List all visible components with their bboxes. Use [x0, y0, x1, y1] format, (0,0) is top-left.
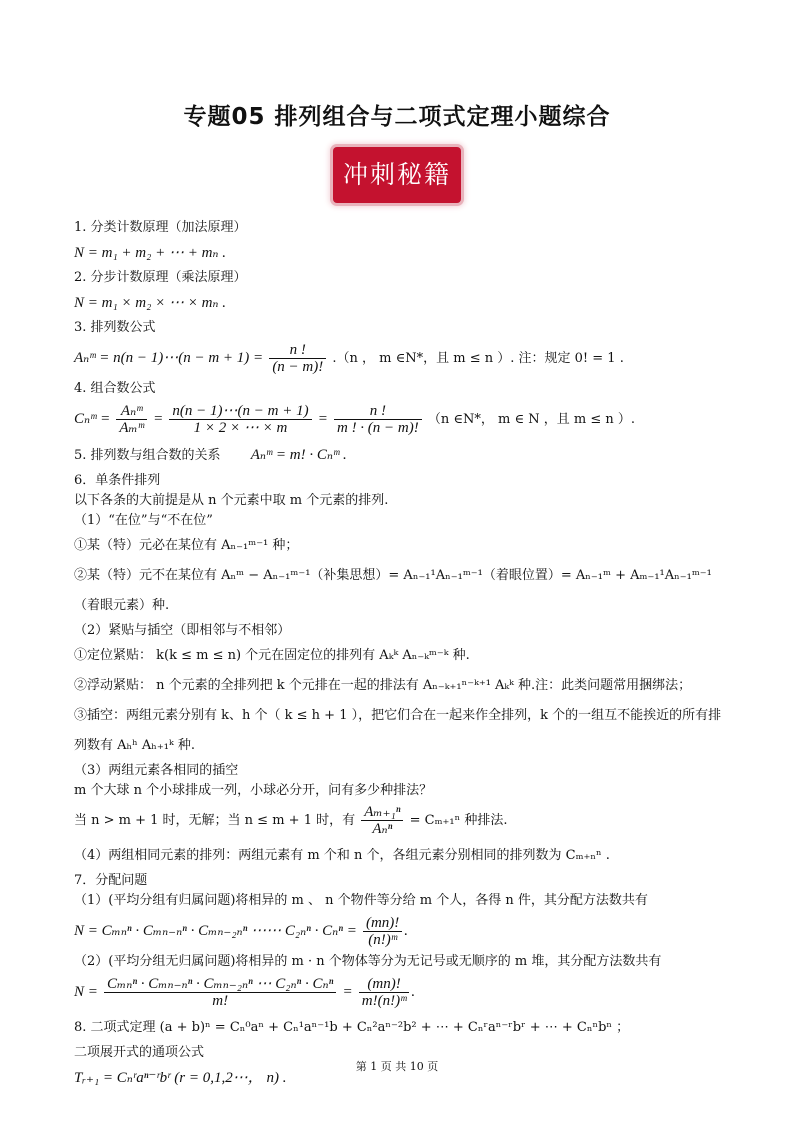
- s3-den: (n − m)!: [272, 359, 324, 375]
- s6-p3b: [74, 801, 734, 841]
- s2-head: 2. 分步计数原理（乘法原理）: [74, 270, 247, 285]
- s7-f1-num: (mn)!: [363, 915, 402, 932]
- s7-f2-den: m!: [212, 993, 229, 1009]
- s7-f1: N = Cₘₙⁿ · Cₘₙ₋ₙⁿ · Cₘₙ₋₂ₙⁿ ⋯⋯ C₂ₙⁿ · Cₙⁿ = $\frac{(mn)!}{\text{(n!)ᵐ}}$ .: [74, 915, 409, 948]
- page-title: 专题05 排列组合与二项式定理小题综合: [183, 104, 611, 130]
- s8-head: 8. 二项式定理 (a + b)ⁿ = Cₙ⁰aⁿ + Cₙ¹aⁿ⁻¹b + Cₙ²aⁿ⁻²b² + ⋯ + Cₙʳaⁿ⁻ʳbʳ + ⋯ + Cₙⁿbⁿ ；: [74, 1020, 630, 1035]
- s7-f2-den2: m!(n!)ᵐ: [361, 993, 407, 1009]
- page-footer: 第 1 页 共 10 页: [355, 1060, 439, 1073]
- s3-num: n !: [269, 342, 326, 359]
- s2-formula: N = m₁ × m₂ × ⋯ × mₙ .: [74, 295, 226, 311]
- s3-formula: [74, 338, 734, 379]
- s7-f2-lhs: N =: [74, 984, 98, 1000]
- s4-tail: （n ∈N*， m ∈ N ，且 m ≤ n ）.: [427, 412, 636, 427]
- s8-sub: 二项展开式的通项公式: [74, 1045, 205, 1060]
- s6-p1a: ①某（特）元必在某位有 Aₙ₋₁ᵐ⁻¹ 种；: [74, 538, 299, 553]
- s3-tail: .（n ， m ∈N*，且 m ≤ n ）. 注：规定 0! = 1 .: [332, 351, 624, 366]
- s7-f1-den: (n!)ᵐ: [368, 932, 397, 948]
- s6-p3b-den: Aₙⁿ: [372, 821, 393, 837]
- s1-head: 1. 分类计数原理（加法原理）: [74, 220, 247, 235]
- s4-f1-num: Aₙᵐ: [116, 403, 147, 420]
- s6-p1b: ②某（特）元不在某位有 Aₙᵐ − Aₙ₋₁ᵐ⁻¹（补集思想）= Aₙ₋₁¹Aₙ₋₁ᵐ⁻¹（着眼位置）= Aₙ₋₁ᵐ + Aₘ₋₁¹Aₙ₋₁ᵐ⁻¹（着眼元素）种.: [74, 568, 712, 613]
- document-body: [74, 218, 734, 1093]
- s7-f1-pre: N = Cₘₙⁿ · Cₘₙ₋ₙⁿ · Cₘₙ₋₂ₙⁿ ⋯⋯ C₂ₙⁿ · Cₙⁿ =: [74, 923, 357, 939]
- s4-formula: Cₙᵐ = Aₙᵐ Aₘᵐ = $\frac{n(n - 1)\cdots(n - m + 1)}{1 \times 2 \times \cdots \times m}$ = $\frac{n !}{m ! \cdot (n - m)!}$ （n ∈N*， m ∈ N ，且 m ≤ n ）.: [74, 403, 636, 436]
- s6-p3b-num: Aₘ₊₁ⁿ: [361, 804, 403, 821]
- s7-head: 7．分配问题: [74, 873, 148, 888]
- s6-p3a: m 个大球 n 个小球排成一列，小球必分开，问有多少种排法？: [74, 783, 433, 798]
- stamp-badge: 冲刺秘籍: [333, 147, 461, 203]
- s6-intro: 以下各条的大前提是从 n 个元素中取 m 个元素的排列.: [74, 493, 389, 508]
- s4-head: 4. 组合数公式: [74, 381, 156, 396]
- s8-formula: Tᵣ₊₁ = Cₙʳaⁿ⁻ʳbʳ (r = 0,1,2⋯， n) .: [74, 1070, 287, 1086]
- s6-p4: （4）两组相同元素的排列：两组元素有 m 个和 n 个，各组元素分别相同的排列数为 Cₘ₊ₙⁿ .: [74, 848, 610, 863]
- s6-p1: （1）“在位”与“不在位”: [74, 513, 213, 528]
- s6-p2c: ③插空：两组元素分别有 k、h 个（ k ≤ h + 1 ），把它们合在一起来作全排列，k 个的一组互不能挨近的所有排列数有 Aₕʰ Aₕ₊₁ᵏ 种.: [74, 708, 722, 753]
- s1-formula: N = m₁ + m₂ + ⋯ + mₙ .: [74, 245, 226, 261]
- s3-head: 3. 排列数公式: [74, 320, 156, 335]
- s4-lhs: Cₙᵐ =: [74, 411, 111, 427]
- s5-line: [74, 440, 734, 471]
- s6-p3: （3）两组元素各相同的插空: [74, 763, 239, 778]
- s6-p3b-pre: 当 n > m + 1 时，无解；当 n ≤ m + 1 时，有: [74, 813, 356, 828]
- s3-lhs: Aₙᵐ = n(n − 1)⋯(n − m + 1) =: [74, 350, 264, 366]
- s7-p1: （1）(平均分组有归属问题)将相异的 m 、 n 个物件等分给 m 个人，各得 n 件，其分配方法数共有: [74, 893, 648, 908]
- s6-p2b: ②浮动紧贴： n 个元素的全排列把 k 个元排在一起的排法有 Aₙ₋ₖ₊₁ⁿ⁻ᵏ⁺¹ Aₖᵏ 种.注：此类问题常用捆绑法；: [74, 678, 692, 693]
- s7-p2: （2）(平均分组无归属问题)将相异的 m · n 个物体等分为无记号或无顺序的 m 堆，其分配方法数共有: [74, 954, 662, 969]
- s5-head: 5. 排列数与组合数的关系: [74, 448, 221, 463]
- s4-f3-num: n !: [334, 403, 422, 420]
- s6-p2: （2）紧贴与插空（即相邻与不相邻）: [74, 623, 291, 638]
- s7-f2-num: Cₘₙⁿ · Cₘₙ₋ₙⁿ · Cₘₙ₋₂ₙⁿ ⋯ C₂ₙⁿ · Cₙⁿ: [104, 976, 336, 993]
- s6-p3b-post: = Cₘ₊₁ⁿ 种排法.: [409, 813, 508, 828]
- s6-head: 6．单条件排列: [74, 473, 161, 488]
- s4-f2-den: 1 × 2 × ⋯ × m: [193, 420, 288, 436]
- s5-formula: Aₙᵐ = m! · Cₙᵐ .: [250, 447, 347, 463]
- s7-f2: N = Cₘₙⁿ · Cₘₙ₋ₙⁿ · Cₘₙ₋₂ₙⁿ ⋯ C₂ₙⁿ · Cₙⁿ m! = $\frac{(mn)!}{\text{m!(n!)ᵐ}}$ .: [74, 976, 416, 1009]
- s4-f2-num: n(n − 1)⋯(n − m + 1): [169, 403, 311, 420]
- s4-f3-den: m ! · (n − m)!: [336, 420, 419, 436]
- s7-f2-num2: (mn)!: [359, 976, 410, 993]
- s4-f1-den: Aₘᵐ: [119, 420, 144, 436]
- s6-p2a: ①定位紧贴： k(k ≤ m ≤ n) 个元在固定位的排列有 Aₖᵏ Aₙ₋ₖᵐ⁻ᵏ 种.: [74, 648, 470, 663]
